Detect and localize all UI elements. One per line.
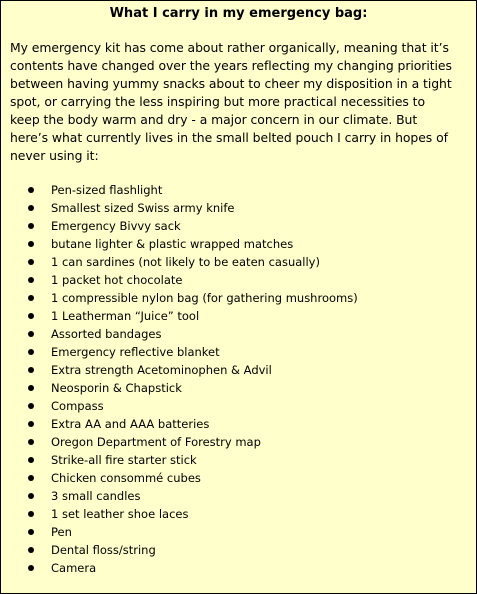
intro-line: keep the body warm and dry - a major concern in our climate. But: [10, 112, 418, 127]
bullet-icon: [28, 277, 34, 283]
bullet-icon: [28, 367, 34, 373]
list-item-label: Chicken consommé cubes: [51, 471, 201, 485]
list-item-label: Camera: [51, 561, 97, 575]
list-item: [1, 235, 358, 253]
intro-line: never using it:: [10, 148, 99, 163]
list-item-label: Extra strength Acetominophen & Advil: [51, 363, 272, 377]
list-item-label: Strike-all fire starter stick: [51, 453, 197, 467]
list-item: [1, 415, 358, 433]
emergency-items-list: [1, 181, 358, 577]
bullet-icon: [28, 403, 34, 409]
bullet-icon: [28, 259, 34, 265]
page-title: What I carry in my emergency bag:: [109, 6, 368, 21]
list-item-label: Compass: [51, 399, 104, 413]
list-item: [1, 289, 358, 307]
list-item: [1, 253, 358, 271]
list-item: [1, 487, 358, 505]
list-item: [1, 505, 358, 523]
list-item: [1, 433, 358, 451]
list-item-label: Oregon Department of Forestry map: [51, 435, 261, 449]
list-item: [1, 361, 358, 379]
bullet-icon: [28, 421, 34, 427]
bullet-icon: [28, 313, 34, 319]
bullet-icon: [28, 331, 34, 337]
list-item: [1, 271, 358, 289]
list-item: [1, 469, 358, 487]
bullet-icon: [28, 547, 34, 553]
list-item: [1, 397, 358, 415]
bullet-icon: [28, 187, 34, 193]
list-item: [1, 199, 358, 217]
bullet-icon: [28, 475, 34, 481]
bullet-icon: [28, 457, 34, 463]
bullet-icon: [28, 223, 34, 229]
list-item-label: 3 small candles: [51, 489, 141, 503]
list-item-label: butane lighter & plastic wrapped matches: [51, 237, 294, 251]
list-item-label: 1 can sardines (not likely to be eaten casually): [51, 255, 320, 269]
list-item-label: 1 packet hot chocolate: [51, 273, 183, 287]
bullet-icon: [28, 295, 34, 301]
list-item-label: 1 compressible nylon bag (for gathering mushrooms): [51, 291, 358, 305]
list-item: [1, 325, 358, 343]
list-item-label: Emergency Bivvy sack: [51, 219, 181, 233]
bullet-icon: [28, 385, 34, 391]
bullet-icon: [28, 511, 34, 517]
list-item-label: Smallest sized Swiss army knife: [51, 201, 235, 215]
bullet-icon: [28, 565, 34, 571]
intro-line: contents have changed over the years reflecting my changing priorities: [10, 58, 452, 73]
intro-line: here’s what currently lives in the small belted pouch I carry in hopes of: [10, 130, 448, 145]
list-item-label: Pen-sized flashlight: [51, 183, 163, 197]
intro-line: between having yummy snacks about to cheer my disposition in a tight: [10, 76, 452, 91]
intro-line: spot, or carrying the less inspiring but more practical necessities to: [10, 94, 426, 109]
list-item-label: Assorted bandages: [51, 327, 162, 341]
list-item: [1, 379, 358, 397]
list-item: [1, 541, 358, 559]
list-item-label: Neosporin & Chapstick: [51, 381, 182, 395]
bullet-icon: [28, 529, 34, 535]
list-item: [1, 523, 358, 541]
list-item: [1, 451, 358, 469]
intro-line: My emergency kit has come about rather organically, meaning that it’s: [10, 40, 449, 55]
list-item: [1, 307, 358, 325]
list-item-label: Extra AA and AAA batteries: [51, 417, 210, 431]
bullet-icon: [28, 439, 34, 445]
list-item-label: Pen: [51, 525, 72, 539]
list-item-label: 1 Leatherman “Juice” tool: [51, 309, 200, 323]
bullet-icon: [28, 493, 34, 499]
list-item: [1, 559, 358, 577]
intro-paragraph: [10, 39, 472, 165]
bullet-icon: [28, 349, 34, 355]
bullet-icon: [28, 241, 34, 247]
list-item-label: 1 set leather shoe laces: [51, 507, 189, 521]
list-item: [1, 343, 358, 361]
list-item-label: Emergency reflective blanket: [51, 345, 220, 359]
list-item-label: Dental floss/string: [51, 543, 156, 557]
list-item: [1, 181, 358, 199]
bullet-icon: [28, 205, 34, 211]
list-item: [1, 217, 358, 235]
